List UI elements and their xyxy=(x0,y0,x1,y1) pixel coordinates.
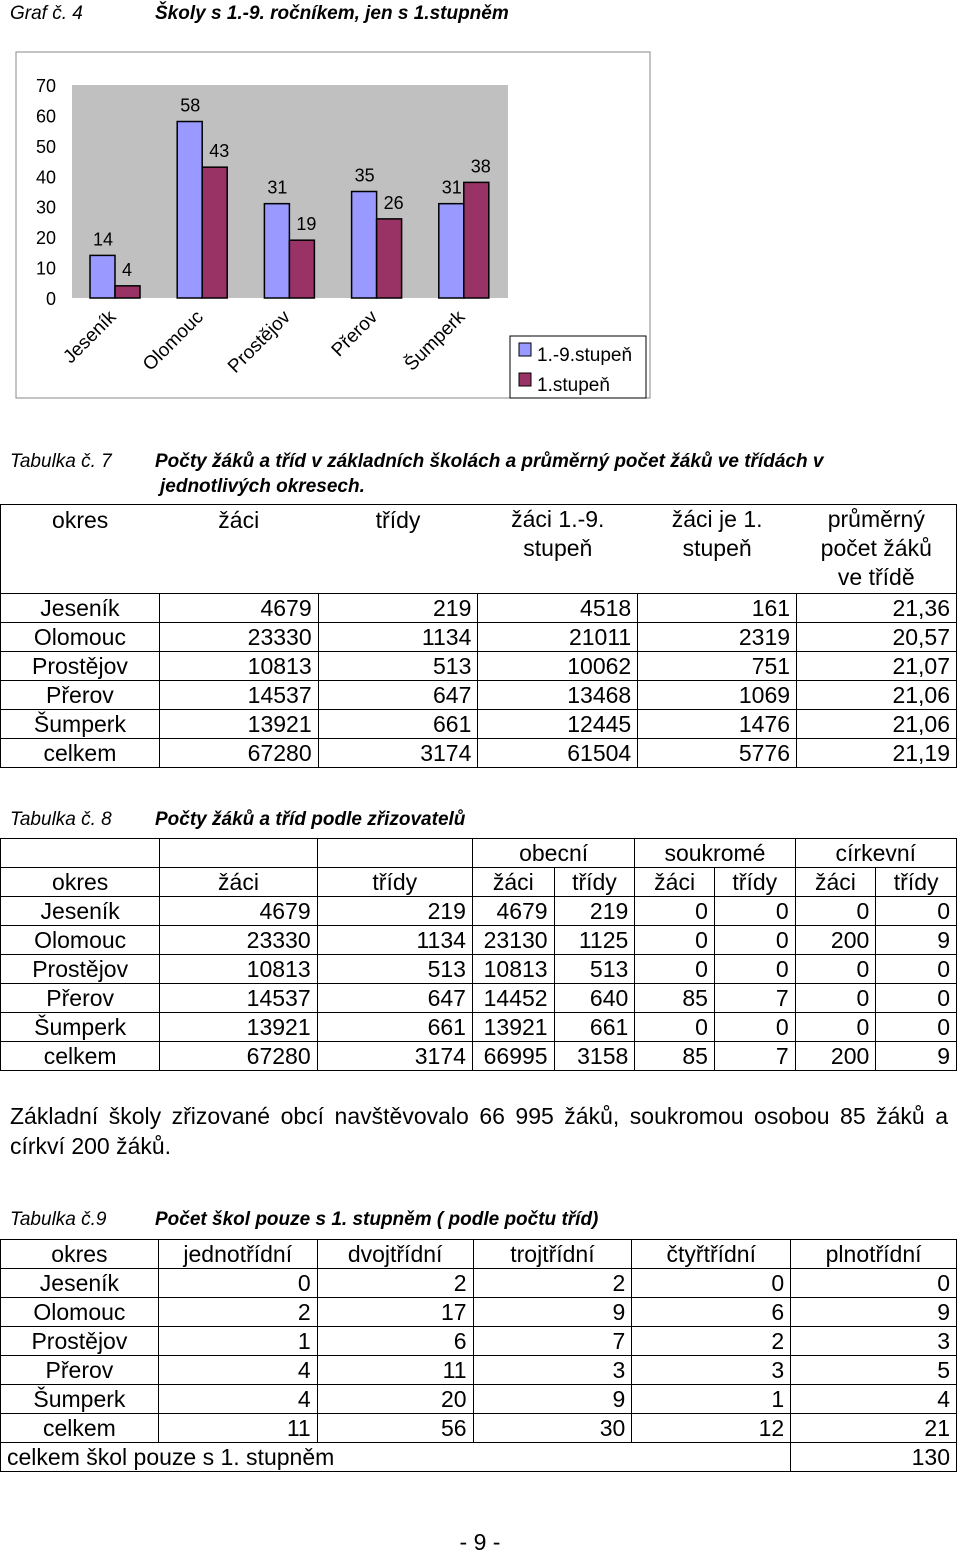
legend-label-series-1: 1.-9.stupeň xyxy=(537,345,633,366)
t7-h-zaci: žáci xyxy=(159,505,318,594)
bar-series1 xyxy=(264,204,289,298)
t8-row-label: Šumperk xyxy=(1,1013,160,1042)
t7-cell: 21,36 xyxy=(797,594,957,623)
t8-header-cell: žáci xyxy=(160,868,317,897)
t8-cell: 67280 xyxy=(160,1042,317,1071)
bar-chart xyxy=(0,0,960,410)
t9-cell: 0 xyxy=(632,1269,791,1298)
t7-cell: 1476 xyxy=(638,710,797,739)
y-tick-label: 70 xyxy=(35,76,56,96)
t9-header-cell: plnotřídní xyxy=(791,1240,957,1269)
bar-data-label: 31 xyxy=(441,177,462,198)
t9-label: Tabulka č.9 xyxy=(10,1209,107,1230)
t7-h-tridy: třídy xyxy=(318,505,478,594)
t8-cell: 219 xyxy=(554,897,635,926)
table-row xyxy=(1,897,957,926)
t7-row-label: Prostějov xyxy=(1,652,160,681)
y-tick-label: 50 xyxy=(35,136,56,157)
t8-cell: 200 xyxy=(795,926,876,955)
t8-cell: 66995 xyxy=(472,1042,554,1071)
t9-cell: 4 xyxy=(791,1385,957,1414)
t8-cell: 0 xyxy=(714,955,795,984)
t9-cell: 3 xyxy=(791,1327,957,1356)
t7-cell: 21,06 xyxy=(797,710,957,739)
t8-cell: 0 xyxy=(876,984,957,1013)
t8-header-cell: okres xyxy=(1,868,160,897)
t9-row-label: Jeseník xyxy=(1,1269,159,1298)
t9-title: Počet škol pouze s 1. stupněm ( podle počtu tříd) xyxy=(155,1209,599,1230)
t8-header-row xyxy=(1,868,957,897)
t8-cell: 0 xyxy=(876,897,957,926)
t8-cell: 23130 xyxy=(472,926,554,955)
t9-cell: 2 xyxy=(473,1269,632,1298)
t8-header-cell: žáci xyxy=(635,868,715,897)
t8-cell: 0 xyxy=(635,1013,715,1042)
t8-title: Počty žáků a tříd podle zřizovatelů xyxy=(155,809,466,830)
t8-header-cell: třídy xyxy=(714,868,795,897)
table-row xyxy=(1,594,957,623)
t7-cell: 10813 xyxy=(159,652,318,681)
bar-series2 xyxy=(115,286,140,298)
t8-gh-cirkevni: církevní xyxy=(795,839,956,868)
t7-cell: 14537 xyxy=(159,681,318,710)
t7-cell: 13468 xyxy=(478,681,638,710)
t8-cell: 513 xyxy=(554,955,635,984)
table-row xyxy=(1,1298,957,1327)
t7-cell: 10062 xyxy=(478,652,638,681)
bar-series1 xyxy=(439,204,464,298)
t7-cell: 4679 xyxy=(159,594,318,623)
t8-gh-empty-1 xyxy=(1,839,160,868)
t8-header-cell: třídy xyxy=(317,868,472,897)
t9-cell: 0 xyxy=(791,1269,957,1298)
t9-cell: 3 xyxy=(632,1356,791,1385)
graf-title: Školy s 1.-9. ročníkem, jen s 1.stupněm xyxy=(155,3,509,24)
t8-cell: 85 xyxy=(635,1042,715,1071)
t8-cell: 0 xyxy=(635,926,715,955)
t7-cell: 161 xyxy=(638,594,797,623)
t8-row-label: Jeseník xyxy=(1,897,160,926)
t7-row-label: Jeseník xyxy=(1,594,160,623)
table-row xyxy=(1,1327,957,1356)
t8-cell: 647 xyxy=(317,984,472,1013)
t9-cell: 9 xyxy=(473,1298,632,1327)
t7-row-label: Šumperk xyxy=(1,710,160,739)
t7-cell: 3174 xyxy=(318,739,478,768)
t8-cell: 7 xyxy=(714,984,795,1013)
t8-header-cell: třídy xyxy=(876,868,957,897)
y-tick-label: 20 xyxy=(35,228,56,249)
bar-data-label: 58 xyxy=(180,95,201,116)
summary-paragraph: Základní školy zřizované obcí navštěvovalo 66 995 žáků, soukromou osobou 85 žáků a církví 200 žáků. xyxy=(10,1103,948,1159)
t9-row-label: celkem xyxy=(1,1414,159,1443)
t7-h-okres: okres xyxy=(1,505,160,594)
t9-cell: 9 xyxy=(791,1298,957,1327)
t8-header-cell: třídy xyxy=(554,868,635,897)
bar-data-label: 26 xyxy=(383,192,404,213)
bar-data-label: 19 xyxy=(296,214,317,235)
t8-cell: 0 xyxy=(876,955,957,984)
t8-cell: 4679 xyxy=(160,897,317,926)
t7-cell: 21,06 xyxy=(797,681,957,710)
table-row xyxy=(1,926,957,955)
t9-cell: 2 xyxy=(632,1327,791,1356)
t7-cell: 67280 xyxy=(159,739,318,768)
t9-header-cell: čtyřtřídní xyxy=(632,1240,791,1269)
t9-cell: 20 xyxy=(317,1385,473,1414)
t9-cell: 2 xyxy=(158,1298,317,1327)
t8-cell: 0 xyxy=(635,955,715,984)
table-row xyxy=(1,1356,957,1385)
t8-cell: 3174 xyxy=(317,1042,472,1071)
y-tick-label: 0 xyxy=(45,289,56,309)
t7-cell: 513 xyxy=(318,652,478,681)
t8-row-label: Prostějov xyxy=(1,955,160,984)
t9-cell: 21 xyxy=(791,1414,957,1443)
t8-cell: 0 xyxy=(635,897,715,926)
t8-cell: 0 xyxy=(795,955,876,984)
legend-swatch-series-1 xyxy=(519,343,531,356)
t9-header-row xyxy=(1,1240,957,1269)
t7-h-zaci-1: žáci je 1. stupeň xyxy=(638,505,797,594)
t8-group-header-row xyxy=(1,839,957,868)
t8-cell: 4679 xyxy=(472,897,554,926)
t8-gh-empty-2 xyxy=(160,839,317,868)
t8-row-label: Přerov xyxy=(1,984,160,1013)
t9-header-cell: jednotřídní xyxy=(158,1240,317,1269)
t7-h-zaci-1-9: žáci 1.-9. stupeň xyxy=(478,505,638,594)
table-t9 xyxy=(0,1239,957,1472)
t8-label: Tabulka č. 8 xyxy=(10,809,112,830)
t7-cell: 4518 xyxy=(478,594,638,623)
t7-cell: 661 xyxy=(318,710,478,739)
t9-cell: 11 xyxy=(317,1356,473,1385)
page-number: - 9 - xyxy=(459,1529,501,1555)
x-category-label: Prostějov xyxy=(224,306,295,378)
t8-cell: 85 xyxy=(635,984,715,1013)
t9-cell: 0 xyxy=(158,1269,317,1298)
bar-data-label: 31 xyxy=(267,177,288,198)
bar-series1 xyxy=(90,255,115,298)
t8-gh-obecni: obecní xyxy=(472,839,634,868)
t9-cell: 6 xyxy=(632,1298,791,1327)
t9-cell: 6 xyxy=(317,1327,473,1356)
t9-cell: 5 xyxy=(791,1356,957,1385)
x-category-label: Olomouc xyxy=(139,306,208,376)
table-row xyxy=(1,955,957,984)
x-category-label: Jeseník xyxy=(59,306,121,368)
t8-header-cell: žáci xyxy=(472,868,554,897)
t8-cell: 0 xyxy=(795,984,876,1013)
t8-cell: 0 xyxy=(876,1013,957,1042)
bar-series2 xyxy=(289,240,314,298)
t8-cell: 200 xyxy=(795,1042,876,1071)
t7-cell: 61504 xyxy=(478,739,638,768)
t9-cell: 56 xyxy=(317,1414,473,1443)
bar-data-label: 35 xyxy=(354,165,375,186)
t7-cell: 23330 xyxy=(159,623,318,652)
table-row xyxy=(1,652,957,681)
t9-row-label: Olomouc xyxy=(1,1298,159,1327)
t8-cell: 0 xyxy=(795,897,876,926)
t9-cell: 30 xyxy=(473,1414,632,1443)
t8-cell: 3158 xyxy=(554,1042,635,1071)
table-row xyxy=(1,1269,957,1298)
t9-header-cell: trojtřídní xyxy=(473,1240,632,1269)
bar-series1 xyxy=(177,122,202,298)
t8-cell: 219 xyxy=(317,897,472,926)
t7-row-label: Olomouc xyxy=(1,623,160,652)
t9-row-label: Šumperk xyxy=(1,1385,159,1414)
t9-cell: 11 xyxy=(158,1414,317,1443)
bar-series2 xyxy=(377,219,402,298)
t8-header-cell: žáci xyxy=(795,868,876,897)
t7-cell: 13921 xyxy=(159,710,318,739)
t8-cell: 10813 xyxy=(472,955,554,984)
t8-cell: 0 xyxy=(795,1013,876,1042)
t7-cell: 1069 xyxy=(638,681,797,710)
bar-series2 xyxy=(464,182,489,298)
t8-cell: 0 xyxy=(714,926,795,955)
table-t8 xyxy=(0,838,957,1071)
bar-data-label: 43 xyxy=(209,141,230,162)
t9-cell: 2 xyxy=(317,1269,473,1298)
t8-gh-empty-3 xyxy=(317,839,472,868)
y-tick-label: 40 xyxy=(35,167,56,188)
t7-cell: 21,07 xyxy=(797,652,957,681)
t9-row-label: Prostějov xyxy=(1,1327,159,1356)
table-row xyxy=(1,710,957,739)
bar-series1 xyxy=(352,192,377,299)
table-row xyxy=(1,1385,957,1414)
legend-swatch-series-2 xyxy=(519,373,531,386)
t8-cell: 1134 xyxy=(317,926,472,955)
t9-cell: 4 xyxy=(158,1385,317,1414)
t8-row-label: Olomouc xyxy=(1,926,160,955)
bar-series2 xyxy=(202,167,227,298)
t9-total-value: 130 xyxy=(791,1443,957,1472)
table-row xyxy=(1,1013,957,1042)
t9-cell: 9 xyxy=(473,1385,632,1414)
t8-cell: 9 xyxy=(876,1042,957,1071)
t7-cell: 20,57 xyxy=(797,623,957,652)
table-row xyxy=(1,739,957,768)
t7-cell: 2319 xyxy=(638,623,797,652)
graf-label: Graf č. 4 xyxy=(10,3,83,24)
t9-header-cell: dvojtřídní xyxy=(317,1240,473,1269)
t8-cell: 0 xyxy=(714,1013,795,1042)
t8-gh-soukrome: soukromé xyxy=(635,839,795,868)
table-t7 xyxy=(0,504,957,768)
t8-cell: 14452 xyxy=(472,984,554,1013)
t8-cell: 1125 xyxy=(554,926,635,955)
t9-total-row xyxy=(1,1443,957,1472)
y-tick-label: 60 xyxy=(35,106,56,127)
t9-cell: 7 xyxy=(473,1327,632,1356)
t9-cell: 1 xyxy=(158,1327,317,1356)
t7-label: Tabulka č. 7 xyxy=(10,451,112,472)
t7-cell: 5776 xyxy=(638,739,797,768)
t7-cell: 1134 xyxy=(318,623,478,652)
t7-cell: 21,19 xyxy=(797,739,957,768)
t8-cell: 10813 xyxy=(160,955,317,984)
t8-cell: 661 xyxy=(317,1013,472,1042)
t7-cell: 219 xyxy=(318,594,478,623)
t8-cell: 13921 xyxy=(160,1013,317,1042)
t7-cell: 21011 xyxy=(478,623,638,652)
bar-data-label: 14 xyxy=(93,229,114,250)
t8-cell: 0 xyxy=(714,897,795,926)
t8-cell: 640 xyxy=(554,984,635,1013)
t8-row-label: celkem xyxy=(1,1042,160,1071)
t8-cell: 7 xyxy=(714,1042,795,1071)
t8-cell: 14537 xyxy=(160,984,317,1013)
t7-cell: 12445 xyxy=(478,710,638,739)
t9-cell: 12 xyxy=(632,1414,791,1443)
x-category-label: Přerov xyxy=(327,306,383,362)
t7-header-row xyxy=(1,505,957,594)
t8-cell: 23330 xyxy=(160,926,317,955)
table-row xyxy=(1,681,957,710)
t7-row-label: Přerov xyxy=(1,681,160,710)
t7-cell: 751 xyxy=(638,652,797,681)
t9-row-label: Přerov xyxy=(1,1356,159,1385)
t8-cell: 9 xyxy=(876,926,957,955)
bar-data-label: 4 xyxy=(122,259,133,280)
t8-cell: 661 xyxy=(554,1013,635,1042)
table-row xyxy=(1,623,957,652)
t7-h-prumer: průměrný počet žáků ve třídě xyxy=(797,505,957,594)
t9-cell: 1 xyxy=(632,1385,791,1414)
t9-total-label: celkem škol pouze s 1. stupněm xyxy=(1,1443,791,1472)
legend-label-series-2: 1.stupeň xyxy=(537,375,610,396)
t9-cell: 4 xyxy=(158,1356,317,1385)
table-row xyxy=(1,1042,957,1071)
t9-cell: 17 xyxy=(317,1298,473,1327)
bar-data-label: 38 xyxy=(470,156,491,177)
y-tick-label: 10 xyxy=(35,258,56,279)
t9-header-cell: okres xyxy=(1,1240,159,1269)
t8-cell: 513 xyxy=(317,955,472,984)
x-category-label: Šumperk xyxy=(400,306,470,376)
t7-title-line2: jednotlivých okresech. xyxy=(160,476,365,497)
table-row xyxy=(1,1414,957,1443)
t9-cell: 3 xyxy=(473,1356,632,1385)
t8-cell: 13921 xyxy=(472,1013,554,1042)
t7-cell: 647 xyxy=(318,681,478,710)
t7-row-label: celkem xyxy=(1,739,160,768)
t7-title-line1: Počty žáků a tříd v základních školách a průměrný počet žáků ve třídách v xyxy=(155,451,824,472)
y-tick-label: 30 xyxy=(35,197,56,218)
table-row xyxy=(1,984,957,1013)
